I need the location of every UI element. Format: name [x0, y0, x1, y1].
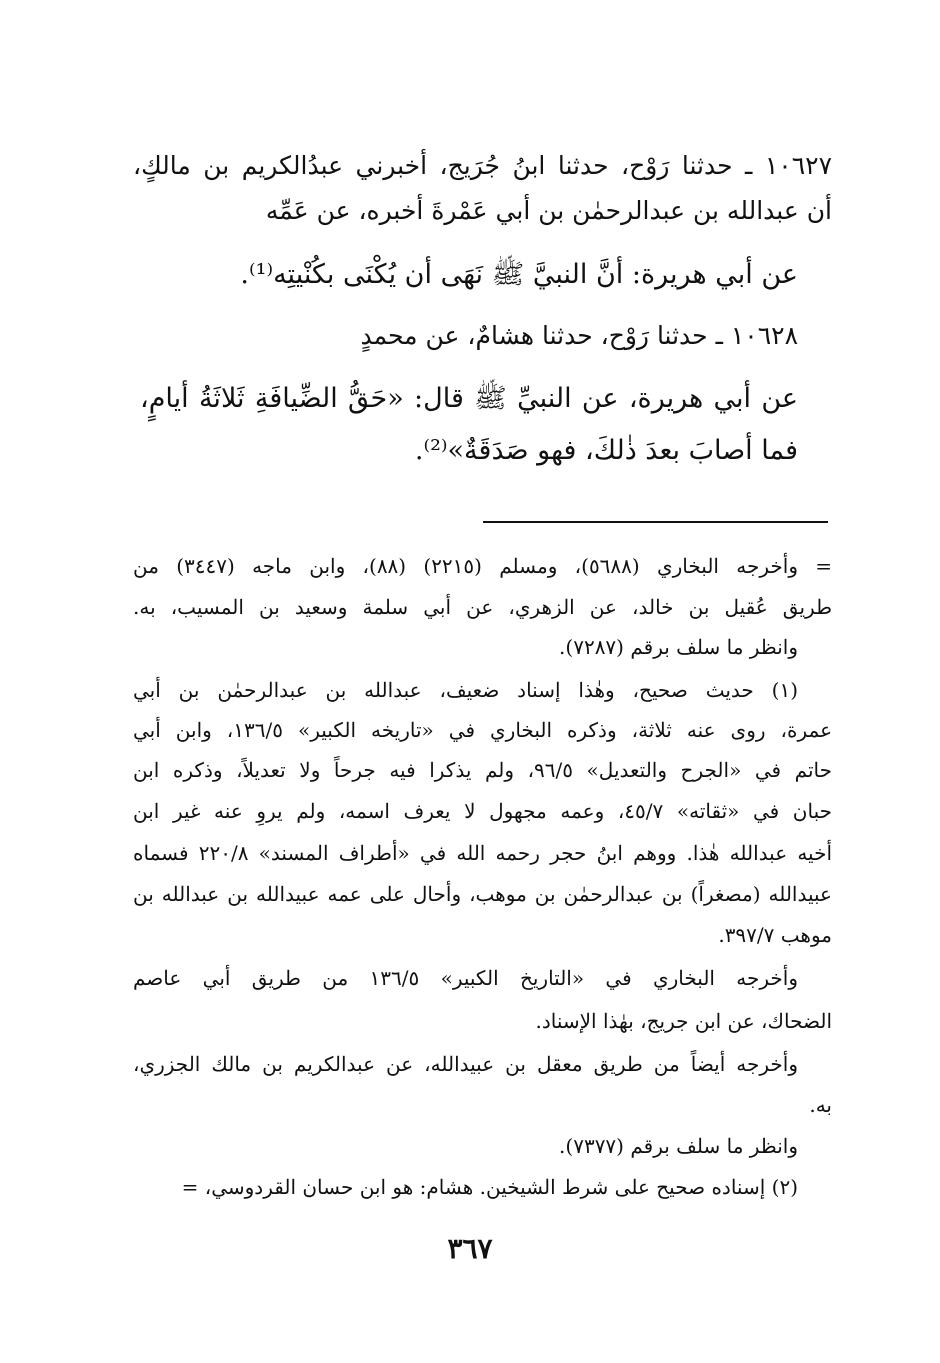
footnote-line-6: حاتم في «الجرح والتعديل» ٩٦/٥، ولم يذكرا فيه جرحاً ولا تعديلاً، وذكره ابن: [133, 758, 832, 782]
footnote-line-11: وأخرجه البخاري في «التاريخ الكبير» ١٣٦/٥ من طريق أبي عاصم: [133, 966, 798, 990]
main-line-3: عن أبي هريرة: أنَّ النبيَّ ﷺ نَهَى أن يُكْنَى بكُنْيتِه⁽¹⁾.: [240, 259, 798, 290]
main-line-5: عن أبي هريرة، عن النبيِّ ﷺ قال: «حَقُّ الضِّيافَةِ ثَلاثَةُ أيامٍ،: [140, 383, 798, 414]
footnote-line-16: (٢) إسناده صحيح على شرط الشيخين. هشام: هو ابن حسان القردوسي، =: [181, 1175, 798, 1199]
footnote-line-12: الضحاك، عن ابن جريج، بهٰذا الإسناد.: [535, 1009, 832, 1033]
main-line-6: فما أصابَ بعدَ ذٰلكَ، فهو صَدَقَةٌ»⁽²⁾.: [414, 435, 798, 466]
main-line-1: ١٠٦٢٧ ـ حدثنا رَوْح، حدثنا ابنُ جُرَيج، أخبرني عبدُالكريم بن مالكٍ،: [133, 151, 832, 180]
footnote-line-10: موهب ٣٩٧/٧.: [718, 923, 832, 947]
footnote-line-13: وأخرجه أيضاً من طريق معقل بن عبيدالله، عن عبدالكريم بن مالك الجزري،: [133, 1052, 798, 1076]
main-line-2: أن عبدالله بن عبدالرحمٰن بن أبي عَمْرةَ أخبره، عن عَمِّه: [265, 196, 832, 225]
footnote-line-9: عبيدالله (مصغراً) بن عبدالرحمٰن بن موهب، وأحال على عمه عبيدالله بن عبدالله بن: [133, 882, 832, 906]
main-line-4: ١٠٦٢٨ ـ حدثنا رَوْح، حدثنا هشامٌ، عن محمدٍ: [360, 321, 798, 350]
footnote-line-4: (١) حديث صحيح، وهٰذا إسناد ضعيف، عبدالله بن عبدالرحمٰن بن أبي: [133, 678, 798, 702]
footnote-line-3: وانظر ما سلف برقم (٧٢٨٧).: [559, 635, 798, 659]
page-number: ٣٦٧: [447, 1232, 493, 1265]
footnote-line-1: = وأخرجه البخاري (٥٦٨٨)، ومسلم (٢٢١٥) (٨٨)، وابن ماجه (٣٤٤٧) من: [133, 554, 833, 578]
footnote-line-5: عمرة، روى عنه ثلاثة، وذكره البخاري في «تاريخه الكبير» ١٣٦/٥، وابن أبي: [133, 718, 832, 742]
footnote-separator: [483, 521, 828, 523]
footnote-line-8: أخيه عبدالله هٰذا. ووهم ابنُ حجر رحمه الله في «أطراف المسند» ٢٢٠/٨ فسماه: [133, 841, 832, 865]
footnote-line-14: به.: [809, 1093, 832, 1117]
footnote-line-2: طريق عُقيل بن خالد، عن الزهري، عن أبي سلمة وسعيد بن المسيب، به.: [133, 595, 832, 619]
footnote-line-7: حبان في «ثقاته» ٤٥/٧، وعمه مجهول لا يعرف اسمه، ولم يروِ عنه غير ابن: [133, 799, 832, 823]
footnote-line-15: وانظر ما سلف برقم (٧٣٧٧).: [559, 1134, 798, 1158]
